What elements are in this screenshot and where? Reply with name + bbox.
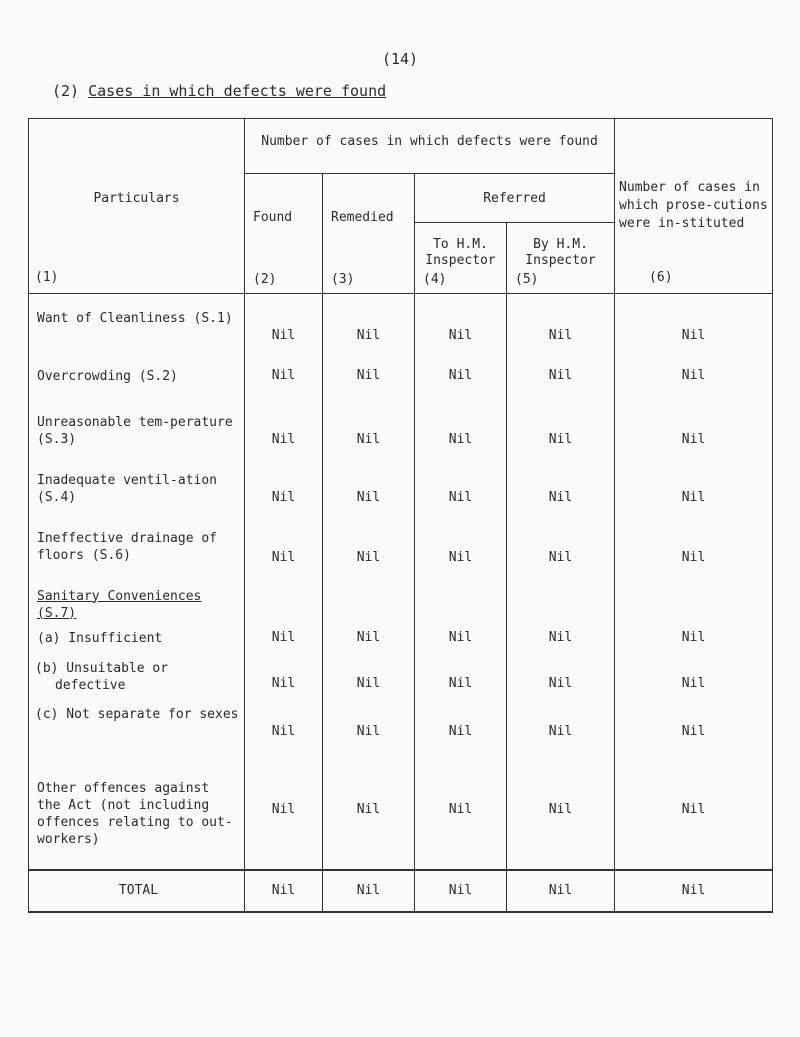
- total-found: Nil: [245, 870, 323, 912]
- found-cell: Nil: [245, 460, 323, 520]
- prosecutions-cell: Nil: [615, 702, 773, 762]
- by-hm-header: [507, 223, 615, 294]
- section-heading: [52, 82, 386, 100]
- prosecutions-label: Number of cases in which prose-cutions were in-stituted: [619, 180, 768, 231]
- remedied-cell: Nil: [323, 656, 415, 702]
- remedied-cell: Nil: [323, 520, 415, 580]
- section-heading-prefix: (2): [52, 82, 89, 100]
- row-particular: Overcrowding (S.2): [29, 354, 245, 400]
- found-col-number: (2): [253, 272, 277, 287]
- row-particular: (b) Unsuitable or defective: [29, 656, 245, 702]
- by-hm-cell: Nil: [507, 520, 615, 580]
- by-hm-cell: Nil: [507, 400, 615, 460]
- to-hm-label: [415, 237, 506, 269]
- prosecutions-cell: Nil: [615, 656, 773, 702]
- sanitary-heading: [29, 580, 245, 622]
- defects-group-label: Number of cases in which defects were found: [261, 134, 598, 149]
- prosecutions-cell: Nil: [615, 460, 773, 520]
- sanitary-heading-row: [29, 580, 773, 622]
- row-particular: (a) Insufficient: [29, 622, 245, 656]
- to-hm-cell: Nil: [415, 294, 507, 354]
- total-to-hm: Nil: [415, 870, 507, 912]
- to-hm-cell: Nil: [415, 622, 507, 656]
- total-label: TOTAL: [29, 870, 245, 912]
- row-particular: Ineffective drainage of floors (S.6): [29, 520, 245, 580]
- found-cell: Nil: [245, 400, 323, 460]
- defects-group-header: [245, 119, 615, 174]
- to-hm-cell: Nil: [415, 656, 507, 702]
- row-particular: (c) Not separate for sexes: [29, 702, 245, 762]
- particulars-label: Particulars: [93, 191, 180, 206]
- prosecutions-cell: Nil: [615, 354, 773, 400]
- to-hm-col-number: (4): [423, 272, 447, 287]
- total-by-hm: Nil: [507, 870, 615, 912]
- by-hm-cell: Nil: [507, 294, 615, 354]
- referred-group-header: Referred: [415, 174, 615, 223]
- table-row: [29, 702, 773, 762]
- table-row: [29, 622, 773, 656]
- remedied-label: Remedied: [331, 210, 394, 225]
- by-hm-cell: Nil: [507, 702, 615, 762]
- sanitary-section: (S.7): [37, 605, 77, 621]
- by-hm-label: [507, 237, 614, 269]
- row-particular: Want of Cleanliness (S.1): [29, 294, 245, 354]
- found-header: [245, 174, 323, 294]
- table-row: [29, 762, 773, 870]
- to-hm-label-line1: To H.M.: [433, 237, 488, 252]
- table-row: [29, 656, 773, 702]
- prosecutions-cell: Nil: [615, 520, 773, 580]
- particulars-header: [29, 119, 245, 294]
- particulars-col-number: (1): [35, 270, 59, 285]
- by-hm-col-number: (5): [515, 272, 539, 287]
- found-cell: Nil: [245, 622, 323, 656]
- to-hm-header: [415, 223, 507, 294]
- table-row: [29, 520, 773, 580]
- remedied-cell: Nil: [323, 762, 415, 870]
- by-hm-label-line2: Inspector: [525, 253, 596, 268]
- by-hm-label-line1: By H.M.: [533, 237, 588, 252]
- found-cell: Nil: [245, 294, 323, 354]
- remedied-col-number: (3): [331, 272, 355, 287]
- row-particular: Other offences against the Act (not including offences relating to out-workers): [29, 762, 245, 870]
- row-particular: Unreasonable tem-perature (S.3): [29, 400, 245, 460]
- found-label: Found: [253, 210, 293, 225]
- prosecutions-cell: Nil: [615, 294, 773, 354]
- remedied-cell: Nil: [323, 400, 415, 460]
- table-row: [29, 460, 773, 520]
- to-hm-label-line2: Inspector: [425, 253, 496, 268]
- found-cell: Nil: [245, 762, 323, 870]
- by-hm-cell: Nil: [507, 656, 615, 702]
- by-hm-cell: Nil: [507, 354, 615, 400]
- to-hm-cell: Nil: [415, 400, 507, 460]
- table-row: [29, 294, 773, 354]
- remedied-cell: Nil: [323, 294, 415, 354]
- table-row: [29, 400, 773, 460]
- total-prosecutions: Nil: [615, 870, 773, 912]
- to-hm-cell: Nil: [415, 460, 507, 520]
- defects-table: [28, 118, 773, 913]
- page-number: (14): [381, 50, 419, 68]
- row-particular: Inadequate ventil-ation (S.4): [29, 460, 245, 520]
- remedied-cell: Nil: [323, 622, 415, 656]
- by-hm-cell: Nil: [507, 762, 615, 870]
- to-hm-cell: Nil: [415, 354, 507, 400]
- found-cell: Nil: [245, 354, 323, 400]
- table-row: [29, 354, 773, 400]
- to-hm-cell: Nil: [415, 520, 507, 580]
- to-hm-cell: Nil: [415, 702, 507, 762]
- prosecutions-col-number: (6): [649, 270, 673, 285]
- sanitary-heading-text: Sanitary Conveniences: [37, 588, 202, 604]
- found-cell: Nil: [245, 656, 323, 702]
- remedied-cell: Nil: [323, 460, 415, 520]
- total-row: [29, 870, 773, 912]
- prosecutions-cell: Nil: [615, 400, 773, 460]
- prosecutions-header: [615, 119, 773, 294]
- by-hm-cell: Nil: [507, 460, 615, 520]
- section-heading-text: Cases in which defects were found: [88, 82, 387, 100]
- found-cell: Nil: [245, 520, 323, 580]
- total-remedied: Nil: [323, 870, 415, 912]
- to-hm-cell: Nil: [415, 762, 507, 870]
- remedied-cell: Nil: [323, 702, 415, 762]
- remedied-header: [323, 174, 415, 294]
- found-cell: Nil: [245, 702, 323, 762]
- remedied-cell: Nil: [323, 354, 415, 400]
- by-hm-cell: Nil: [507, 622, 615, 656]
- prosecutions-cell: Nil: [615, 762, 773, 870]
- prosecutions-cell: Nil: [615, 622, 773, 656]
